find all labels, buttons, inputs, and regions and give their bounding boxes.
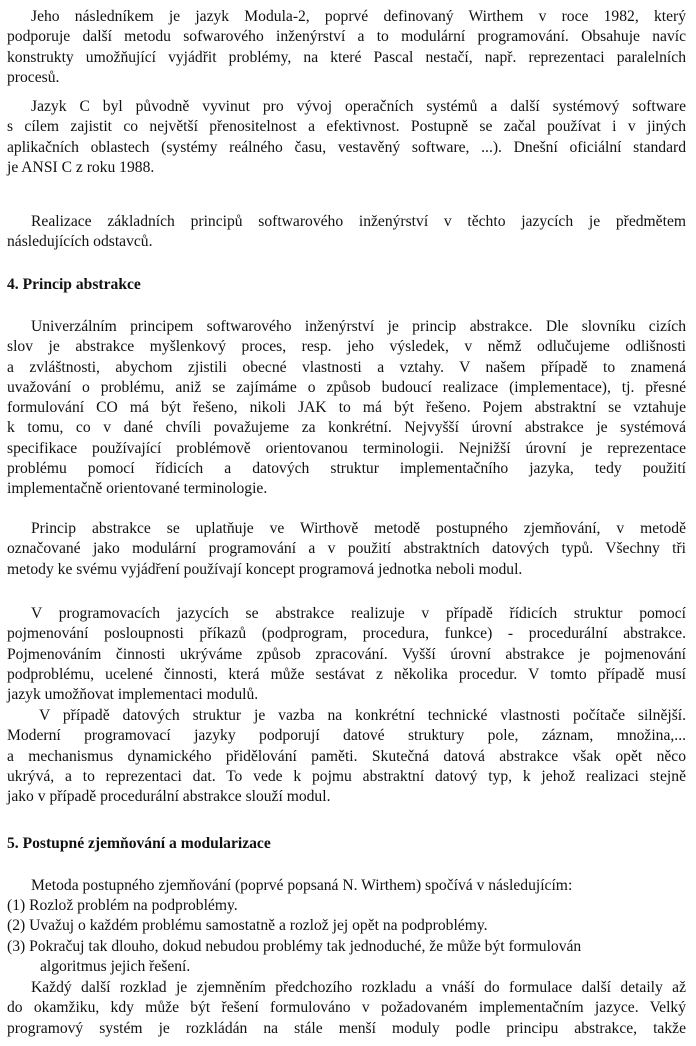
text-line: k tomu, co v dané chvíli považujeme za konkrétní. Nejvyšší úrovní abstrakce je systémová <box>7 419 686 437</box>
paragraph-dalsi-rozklad <box>7 978 686 1039</box>
text-line: aplikačních oblastech (systémy reálného času, vestavěný software, ...). Dnešní oficiální standard <box>7 138 686 156</box>
paragraph-abstrakce <box>7 317 686 500</box>
text-line: označované jako modulární programování a v použití abstraktních datových typů. Všechny tři <box>7 540 686 558</box>
text-line: uvažování o problému, aniž se zajímáme o způsob budoucí realizace (implementace), tj. přesné <box>7 378 686 396</box>
text-line: Realizace základních principů softwarového inženýrství v těchto jazycích je předmětem <box>31 213 686 230</box>
text-line: Jazyk C byl původně vyvinut pro vývoj operačních systémů a další systémový software <box>31 98 686 115</box>
text-line: V případě datových struktur je vazba na konkrétní technické vlastnosti počítače silnější. <box>39 707 686 724</box>
steps-list <box>7 896 686 977</box>
list-item: (1) Rozlož problém na podproblémy. <box>7 897 238 914</box>
text-line: problému pomocí řídicích a datových struktur implementačního jazyka, tedy použití <box>7 460 686 478</box>
text-line: a zvláštnosti, abychom zjistili obecné vlastnosti a vztahy. V našem případě to znamená <box>7 358 686 376</box>
text-line: formulování CO má být řešeno, nikoli JAK to má být řešeno. Pojem abstraktní se vztahuje <box>7 399 686 417</box>
text-line: s cílem zajistit co největší přenositelnost a efektivnost. Postupně se začal používat i v jiných <box>7 118 686 136</box>
text-line: do okamžiku, kdy může být řešení formulováno v požadovaném implementačním jazyce. Velký <box>7 999 686 1017</box>
text-line: Metoda postupného zjemňování (poprvé popsaná N. Wirthem) spočívá v následujícím: <box>31 877 573 894</box>
paragraph-metoda-zjemnovani <box>7 876 686 896</box>
text-line: slov je abstrakce myšlenkový proces, resp. jeho výsledek, v němž odlučujeme odlišnosti <box>7 338 686 356</box>
text-line: programový systém je rozkládán na stále menší moduly podle principu abstrakce, takže <box>7 1019 686 1037</box>
paragraph-modula2 <box>7 7 686 88</box>
text-line: implementačně orientované terminologie. <box>7 480 268 498</box>
text-line: Moderní programovací jazyky podporují datové struktury pole, záznam, množina,... <box>7 727 686 745</box>
text-line: pojmenování posloupnosti příkazů (podprogram, procedura, funkce) - procedurální abstrakce. <box>7 625 686 643</box>
text-line: podporuje další metodu sofwarového inženýrství a to modulární programování. Obsahuje navíc <box>7 28 686 46</box>
text-line: Jeho následníkem je jazyk Modula-2, poprvé definovaný Wirthem v roce 1982, který <box>31 8 686 25</box>
list-item-continuation: algoritmus jejich řešení. <box>40 957 191 975</box>
text-line: Pojmenováním činnosti ukrýváme způsob zpracování. Vyšší úrovní abstrakce je pojmenování <box>7 645 686 663</box>
text-line: jako v případě procedurální abstrakce slouží modul. <box>7 788 331 806</box>
text-line: jazyk umožňovat implementaci modulů. <box>7 686 259 704</box>
text-line: Každý další rozklad je zjemněním předchozího rozkladu a vnáší do formulace další detaily až <box>31 979 686 996</box>
text-line: je ANSI C z roku 1988. <box>7 158 155 176</box>
paragraph-wirth-metoda <box>7 519 686 580</box>
paragraph-datove-struktury <box>7 706 686 807</box>
paragraph-programovaci-jazyky <box>7 604 686 705</box>
text-line: podproblému, ucelené činnosti, která může sestávat z několika procedur. V tomto případě musí <box>7 665 686 683</box>
list-item: (3) Pokračuj tak dlouho, dokud nebudou problémy tak jednoduché, že může být formulován <box>7 937 582 955</box>
list-item: (2) Uvažuj o každém problému samostatně a rozlož jej opět na podproblémy. <box>7 917 488 935</box>
section-heading-5: 5. Postupné zjemňování a modularizace <box>7 835 271 852</box>
paragraph-jazyk-c <box>7 97 686 178</box>
text-line: Princip abstrakce se uplatňuje ve Wirthově metodě postupného zjemňování, v metodě <box>31 520 686 537</box>
text-line: ukrývá, a to reprezentaci dat. To vede k pojmu abstraktní datový typ, k jehož realizaci stejně <box>7 767 686 785</box>
text-line: procesů. <box>7 68 60 86</box>
text-line: a mechanismus dynamického přidělování paměti. Skutečná datová abstrakce však opět něco <box>7 747 686 765</box>
text-line: konstrukty umožňující vyjádřit problémy, na které Pascal nestačí, např. reprezentaci paralelních <box>7 48 686 66</box>
section-heading-4: 4. Princip abstrakce <box>7 276 141 293</box>
text-line: metody ke svému vyjádření používají koncept programová jednotka neboli modul. <box>7 560 523 578</box>
text-line: následujících odstavců. <box>7 233 153 251</box>
text-line: specifikace používající problémově orientovanou terminologii. Nejnižší úrovní je reprezentace <box>7 439 686 457</box>
paragraph-realizace <box>7 212 686 253</box>
text-line: V programovacích jazycích se abstrakce realizuje v případě řídicích struktur pomocí <box>31 605 686 622</box>
text-line: Univerzálním principem softwarového inženýrství je princip abstrakce. Dle slovníku cizích <box>31 318 686 335</box>
